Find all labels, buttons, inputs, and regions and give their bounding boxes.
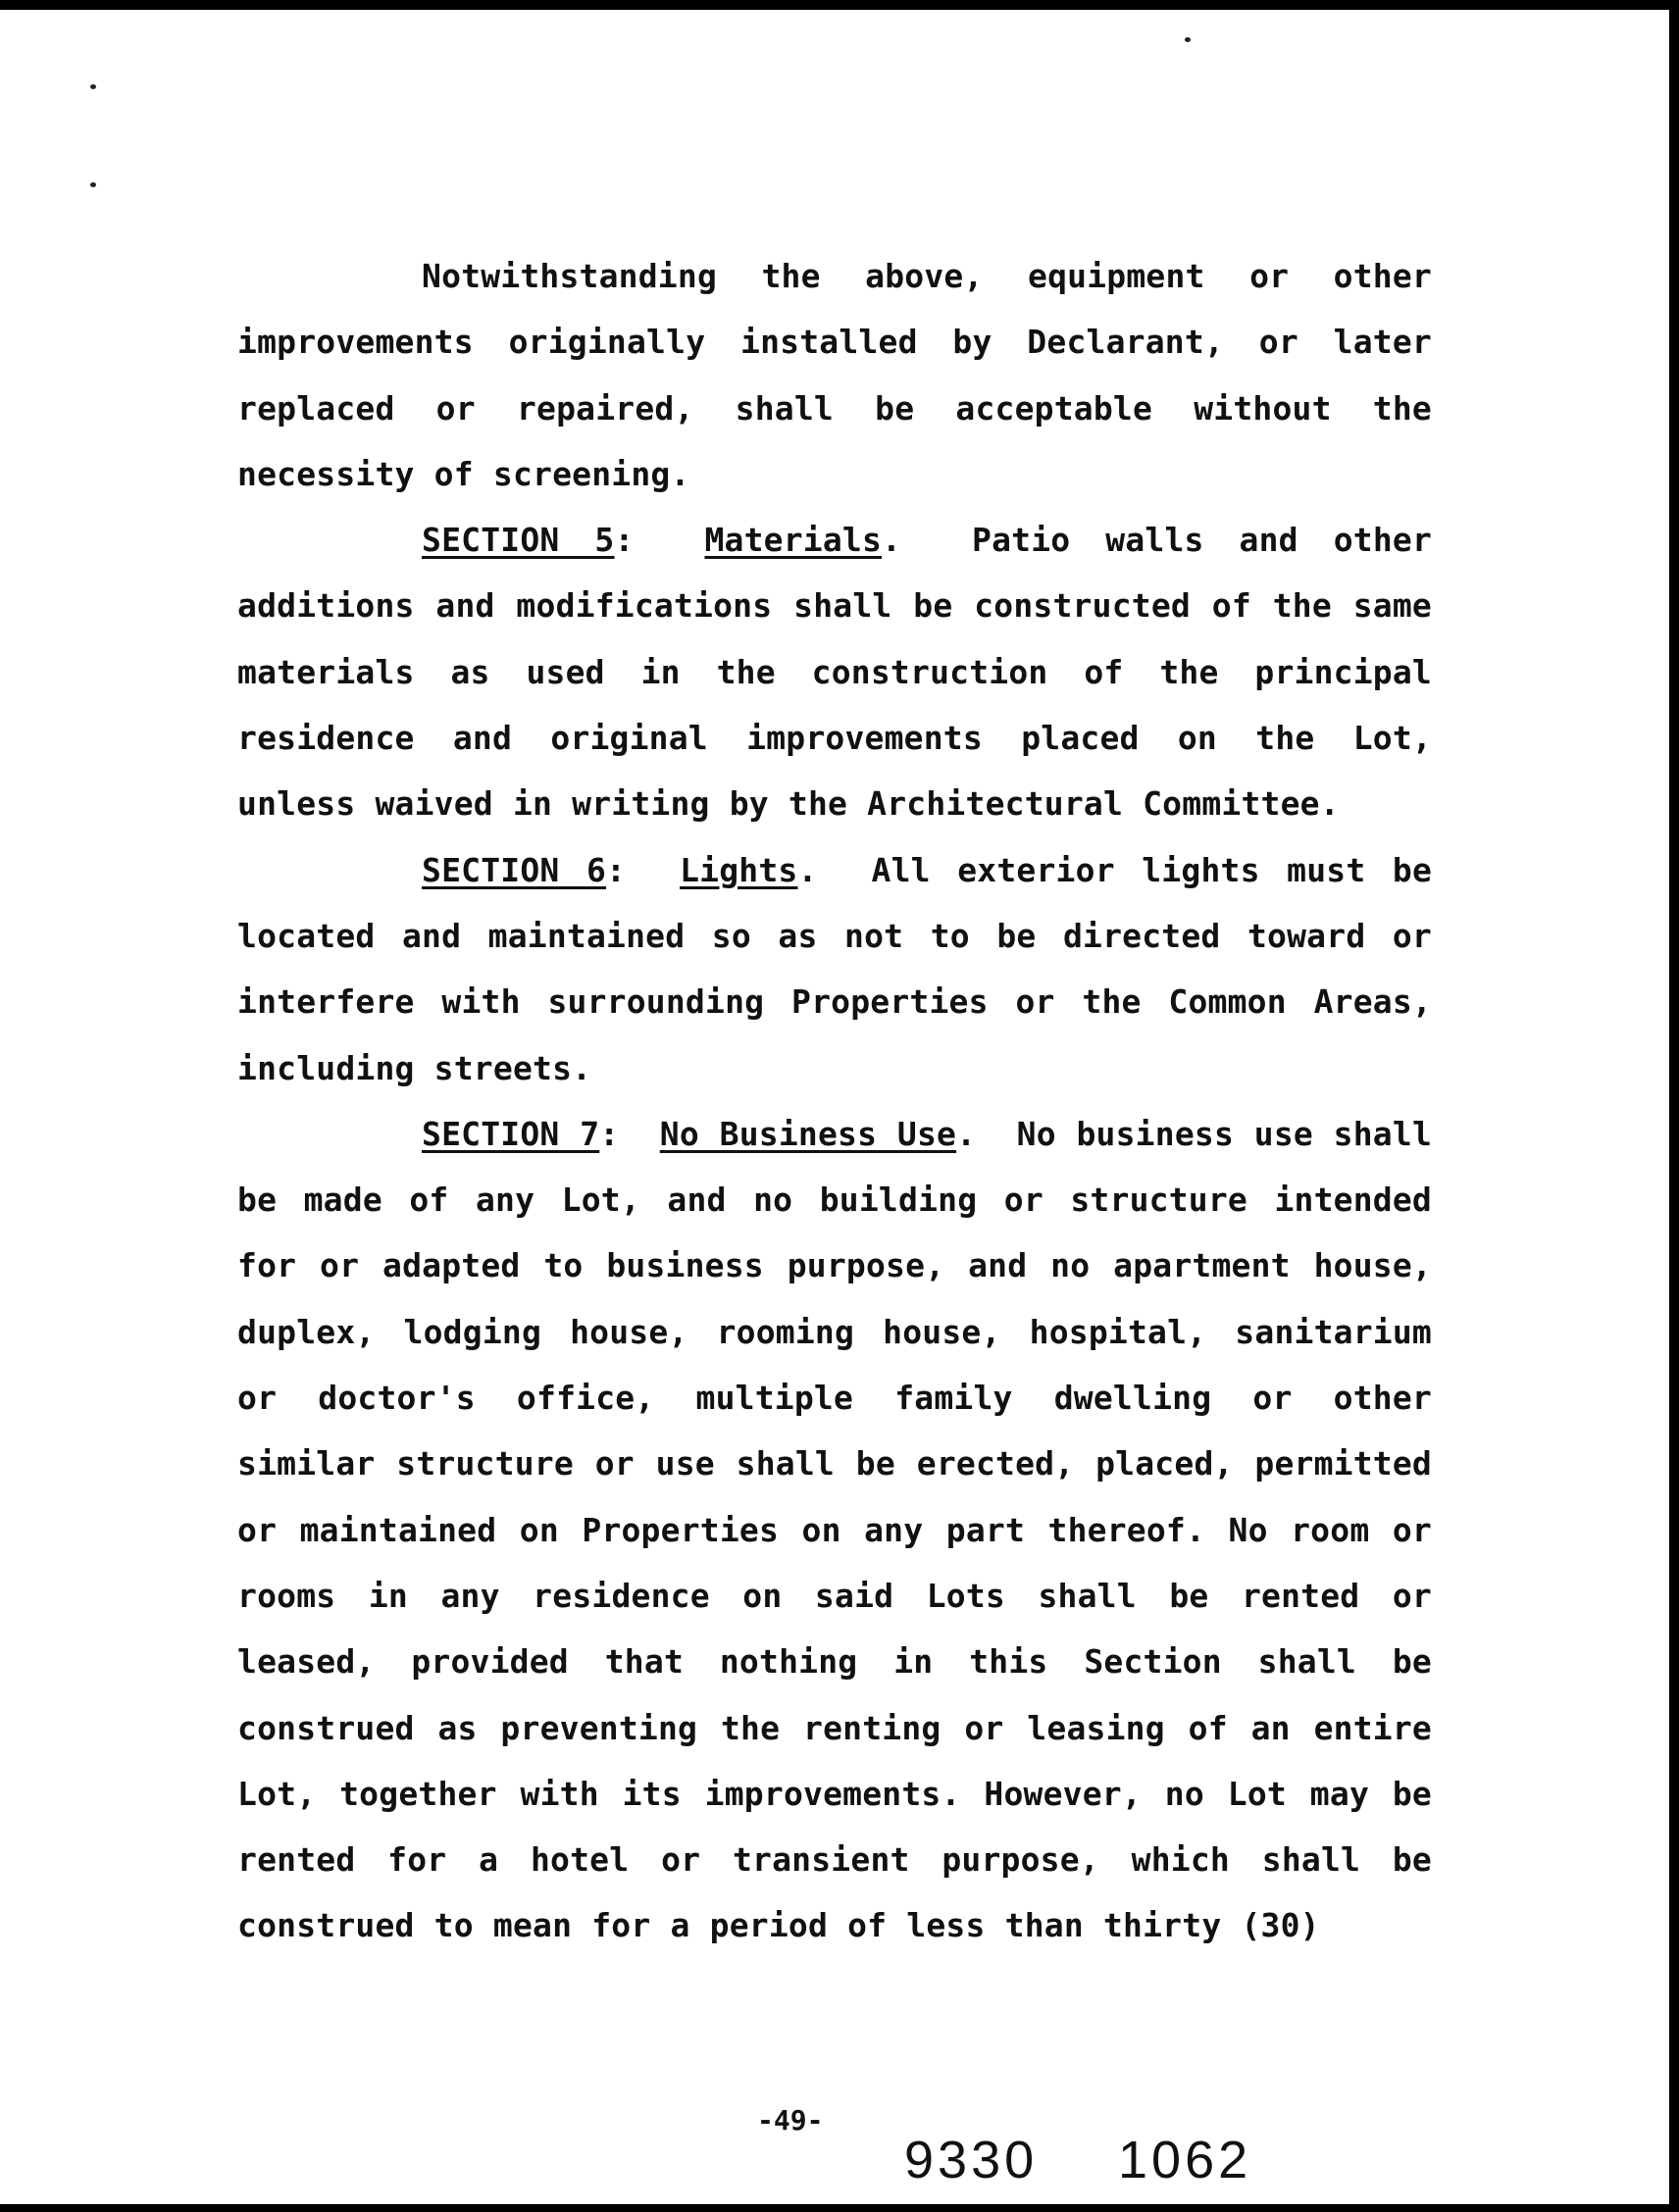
scan-border-top [0,0,1679,10]
scan-border-right [1669,0,1679,2212]
section-text: Patio walls and other additions and modifications shall be constructed of the same materials as used in the construction of the principal residence and original improvements placed on the Lot, unless waived in writing by the Architectural Committee. [237,521,1433,824]
section-7-paragraph: SECTION 7: No Business Use. No business use shall be made of any Lot, and no building or structure intended for or adapted to business purpose, and no apartment house, duplex, lodging house, rooming house, hospital, sanitarium or doctor's office, multiple family dwelling or other similar structure or use shall be erected, placed, permitted or maintained on Properties on any part thereof. No room or rooms in any residence on said Lots shall be rented or leased, provided that nothing in this Section shall be construed as preventing the renting or leasing of an entire Lot, together with its improvements. However, no Lot may be rented for a hotel or transient purpose, which shall be construed to mean for a period of less than thirty (30) [237,1114,1433,1945]
recording-stamp-page: 1062 [1118,2131,1252,2189]
section-title: No Business Use [659,1114,957,1153]
recording-stamp-book: 9330 [904,2131,1039,2189]
section-6-paragraph: SECTION 6: Lights. All exterior lights must be located and maintained so as not to be directed toward or interfere with surrounding Properties or the Common Areas, including streets. [237,850,1433,1087]
paragraph-screening [237,243,1432,507]
section-title: Materials [704,521,883,560]
section-heading: SECTION 5 [422,521,615,560]
scan-border-bottom [0,2204,1679,2212]
section-text: All exterior lights must be located and maintained so as not to be directed toward or interfere with surrounding Properties or the Common Areas, including streets. [237,850,1433,1087]
document-body [237,243,1432,1959]
section-title: Lights [680,850,798,889]
section-heading: SECTION 6 [422,850,607,889]
section-text: No business use shall be made of any Lot, and no building or structure intended for or adapted to business purpose, and no apartment house, duplex, lodging house, rooming house, hospital, sanitarium or doctor's office, multiple family dwelling or other similar structure or use shall be erected, placed, permitted or maintained on Properties on any part thereof. No room or rooms in any residence on said Lots shall be rented or leased, provided that nothing in this Section shall be construed as preventing the renting or leasing of an entire Lot, together with its improvements. However, no Lot may be rented for a hotel or transient purpose, which shall be construed to mean for a period of less than thirty (30) [237,1114,1433,1945]
page-number: -49- [757,2104,824,2137]
paragraph-text: Notwithstanding the above, equipment or other improvements originally installed by Declarant, or later replaced or repaired, shall be acceptable without the necessity of screening. [237,257,1432,493]
scan-speck [90,182,96,187]
section-heading: SECTION 7 [422,1114,600,1153]
scan-speck [1185,37,1191,42]
scan-speck [90,84,96,89]
section-5-paragraph: SECTION 5: Materials. Patio walls and other additions and modifications shall be constructed of the same materials as used in the construction of the principal residence and original improvements placed on the Lot, unless waived in writing by the Architectural Committee. [237,521,1433,824]
